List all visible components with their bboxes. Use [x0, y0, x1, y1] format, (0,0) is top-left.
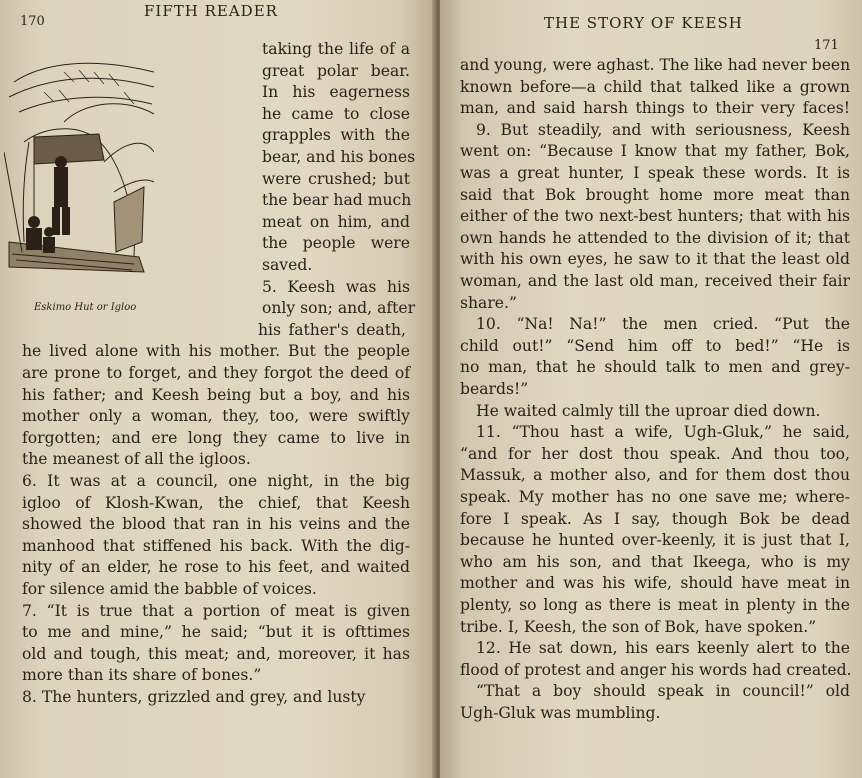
page-number-right: 171 — [814, 38, 839, 53]
text-line: 10. “Na! Na!” the men cried. “Put the — [476, 315, 850, 334]
text-line: showed the blood that ran in his veins and the — [22, 515, 410, 534]
text-line: man, and said harsh things to their very faces! — [460, 99, 850, 118]
text-line: who am his son, and that Ikeega, who is my — [460, 552, 850, 571]
running-head-left: FIFTH READER — [144, 2, 278, 20]
text-line: were crushed; but — [262, 169, 410, 188]
text-line: his father's death, — [258, 320, 406, 339]
text-line: to me and mine,” he said; “but it is ofttimes — [22, 623, 410, 642]
text-line: with his own eyes, he saw to it that the least old — [460, 250, 850, 269]
text-line: saved. — [262, 256, 313, 274]
text-line: said that Bok brought home more meat than — [460, 185, 850, 204]
text-line: 12. He sat down, his ears keenly alert to the — [476, 639, 850, 658]
text-line: no man, that he should talk to men and grey- — [460, 358, 850, 377]
text-line: 5. Keesh was his — [262, 277, 410, 296]
text-line: 8. The hunters, grizzled and grey, and lusty — [22, 688, 366, 706]
text-line: went on: “Because I know that my father, Bok, — [460, 142, 850, 161]
running-head-right: THE STORY OF KEESH — [544, 14, 743, 32]
text-line: was a great hunter, I speak these words. It is — [460, 164, 850, 182]
text-line: speak. My mother has no one save me; where- — [460, 488, 850, 506]
text-line: his father; and Keesh being but a boy, and his — [22, 385, 410, 404]
text-line: own hands he attended to the division of it; that — [460, 228, 850, 247]
illustration-caption: Eskimo Hut or Igloo — [34, 302, 137, 313]
text-line: manhood that stiffened his back. With the dig- — [22, 536, 410, 555]
text-line: bear, and his bones — [262, 148, 416, 166]
text-line: the people were — [262, 234, 410, 253]
text-line: He waited calmly till the uproar died down. — [476, 401, 821, 420]
text-line: forgotten; and ere long they came to live in — [22, 428, 410, 447]
text-line: 9. But steadily, and with seriousness, Keesh — [476, 120, 850, 139]
text-line: “and for her dost thou speak. And thou too, — [460, 444, 850, 463]
text-line: known before—a child that talked like a grown — [460, 77, 850, 96]
text-line: share.” — [460, 293, 517, 312]
text-line: fore I speak. As I say, though Bok be dead — [460, 509, 850, 528]
text-line: plenty, so long as there is meat in plenty in the — [460, 596, 850, 614]
text-line: 6. It was at a council, one night, in the big — [22, 472, 410, 490]
page-number-left: 170 — [20, 14, 45, 29]
text-line: he lived alone with his mother. But the people — [22, 342, 410, 361]
text-line: “That a boy should speak in council!” old — [476, 682, 850, 701]
text-line: mother and was his wife, should have meat in — [460, 574, 850, 593]
right-page — [440, 0, 862, 778]
text-line: the meanest of all the igloos. — [22, 450, 251, 469]
text-line: woman, and the last old man, received their fair — [460, 272, 850, 290]
text-line: igloo of Klosh-Kwan, the chief, that Keesh — [22, 493, 410, 512]
text-line: Massuk, a mother also, and for them dost thou — [460, 466, 850, 485]
text-line: Ugh-Gluk was mumbling. — [460, 704, 661, 722]
text-line: child out!” “Send him off to bed!” “He is — [460, 336, 850, 355]
text-line: beards!” — [460, 380, 529, 398]
text-line: more than its share of bones.” — [22, 666, 262, 685]
text-line: nity of an elder, he rose to his feet, and waited — [22, 558, 410, 577]
text-line: flood of protest and anger his words had created. — [460, 660, 852, 679]
igloo-illustration — [4, 42, 154, 282]
text-line: old and tough, this meat; and, moreover, it has — [22, 644, 410, 663]
text-line: either of the two next-best hunters; that with his — [460, 207, 850, 226]
text-line: 7. “It is true that a portion of meat is given — [22, 601, 410, 620]
text-line: tribe. I, Keesh, the son of Bok, have spoken.” — [460, 617, 817, 636]
text-line: meat on him, and — [262, 212, 410, 231]
text-line: only son; and, after — [262, 299, 416, 318]
text-line: 11. “Thou hast a wife, Ugh-Gluk,” he said, — [476, 423, 850, 442]
text-line: mother only a woman, they, too, were swiftly — [22, 407, 410, 426]
text-line: In his eagerness — [262, 83, 410, 102]
text-line: for silence amid the babble of voices. — [22, 580, 317, 598]
text-line: are prone to forget, and they forgot the deed of — [22, 364, 410, 382]
text-line: grapples with the — [262, 126, 410, 145]
text-line: and young, were aghast. The like had never been — [460, 56, 851, 74]
text-line: he came to close — [262, 104, 410, 123]
text-line: taking the life of a — [262, 40, 410, 58]
text-line: because he hunted over-keenly, it is just that I, — [460, 531, 850, 550]
text-line: great polar bear. — [262, 61, 410, 80]
text-line: the bear had much — [262, 191, 412, 210]
